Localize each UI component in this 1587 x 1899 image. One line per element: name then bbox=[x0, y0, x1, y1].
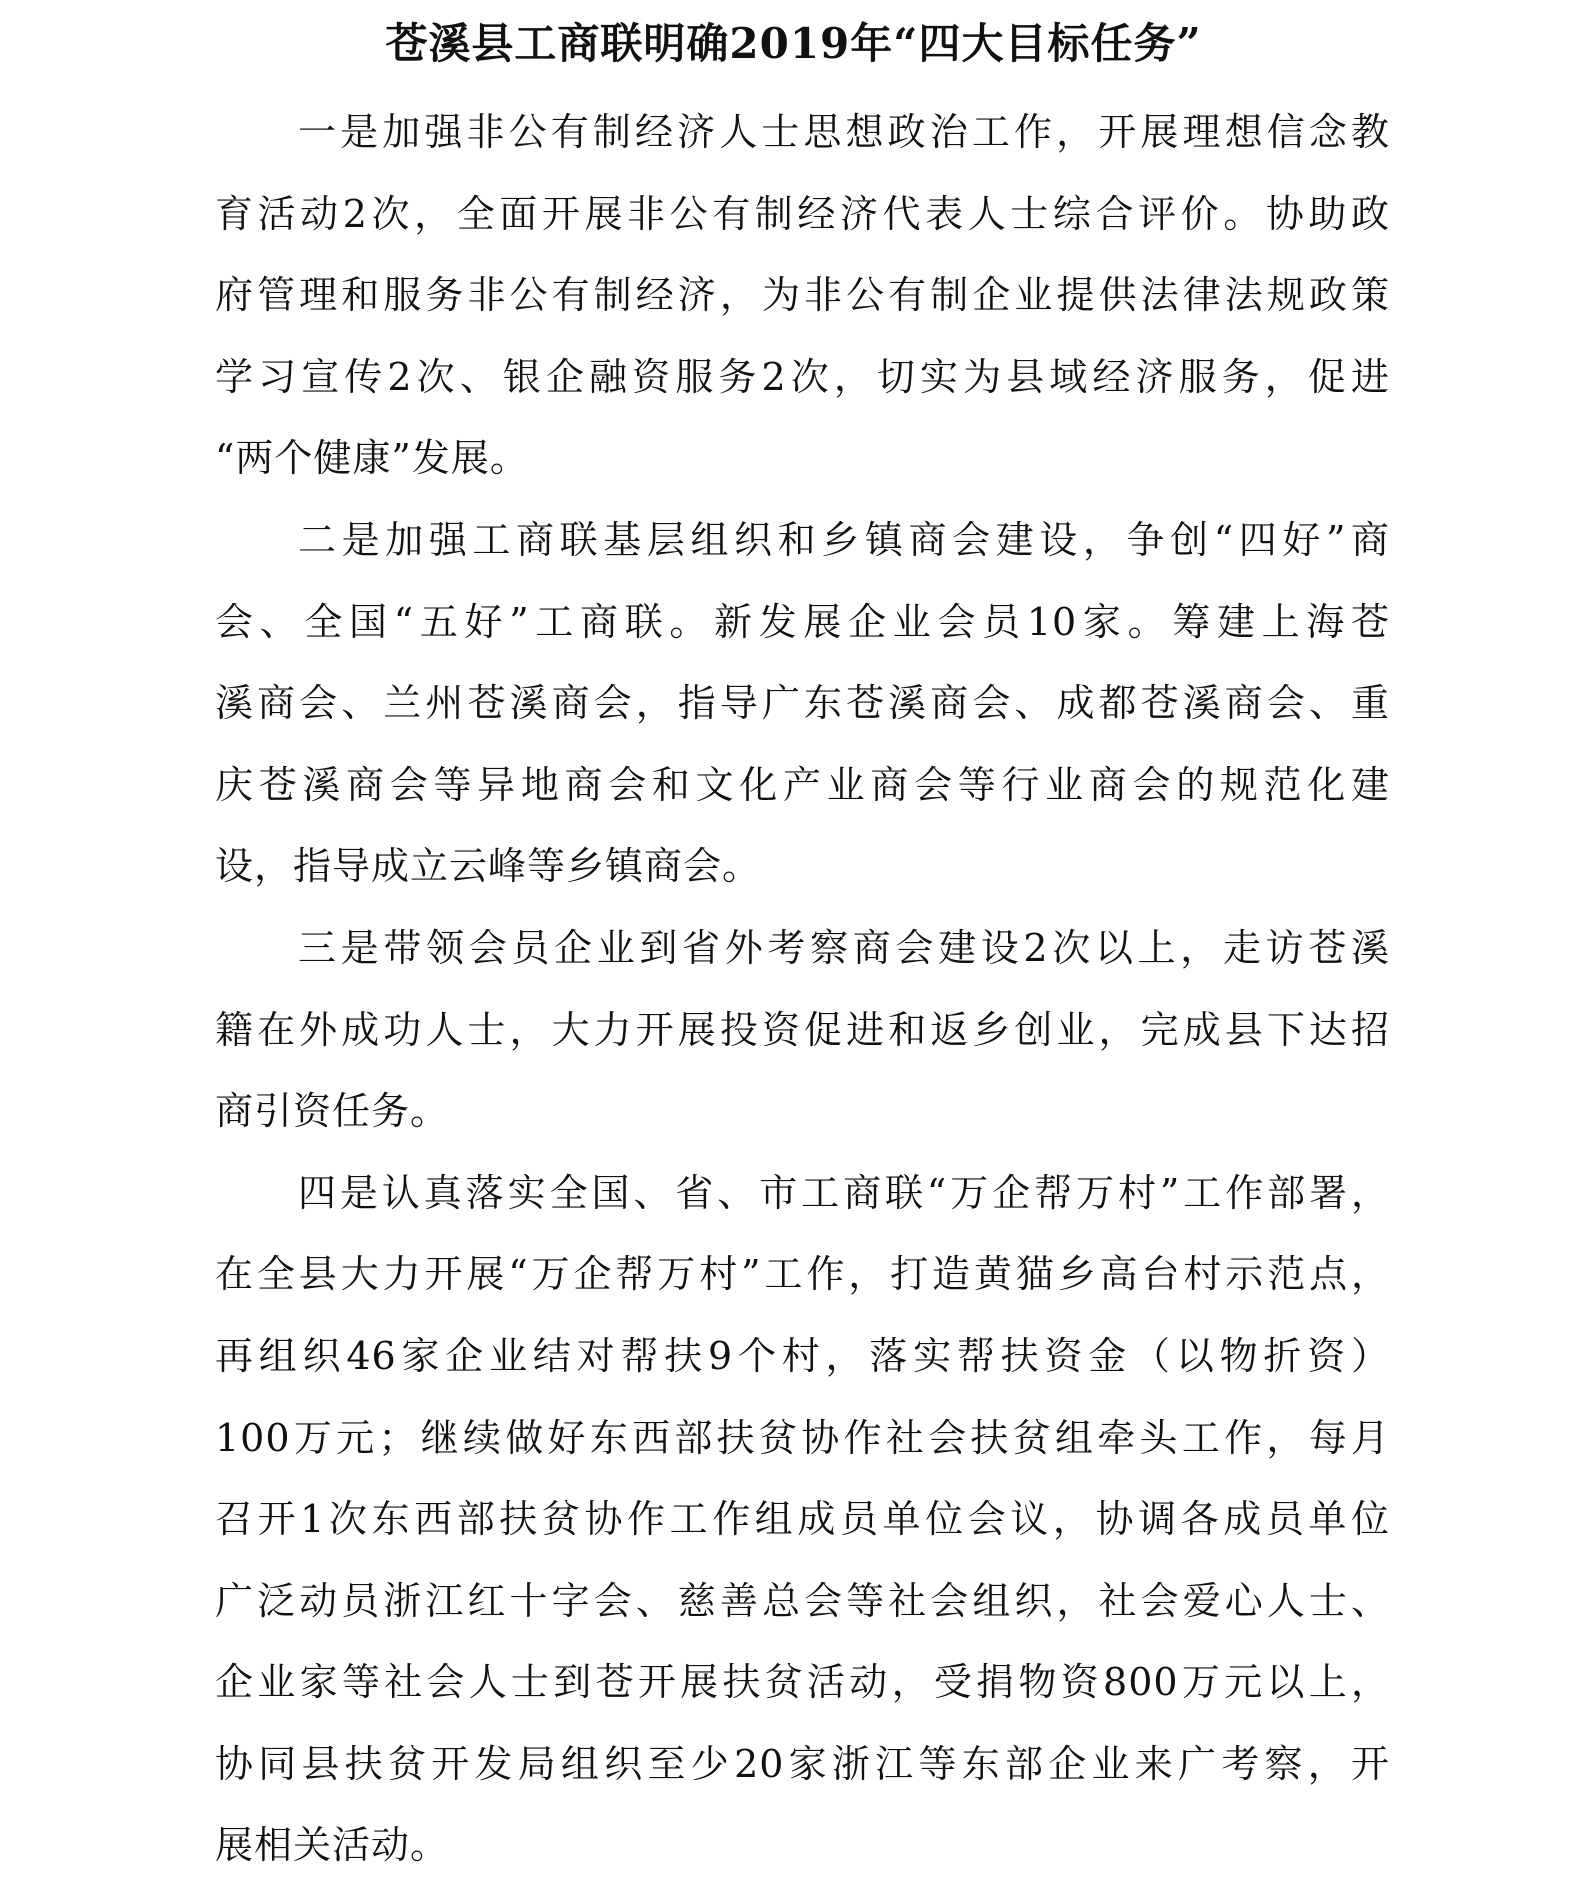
paragraph-4-line-3: 再组织46家企业结对帮扶9个村，落实帮扶资金（以物折资） bbox=[215, 1333, 1390, 1378]
paragraph-3-line-1: 三是带领会员企业到省外考察商会建设2次以上，走访苍溪 bbox=[298, 925, 1390, 970]
paragraph-1-line-1: 一是加强非公有制经济人士思想政治工作，开展理想信念教 bbox=[298, 110, 1390, 154]
paragraph-4-line-5: 召开1次东西部扶贫协作工作组成员单位会议，协调各成员单位 bbox=[215, 1497, 1390, 1542]
paragraph-2-line-5: 设，指导成立云峰等乡镇商会。 bbox=[215, 844, 762, 889]
paragraph-3-line-3: 商引资任务。 bbox=[215, 1089, 450, 1134]
paragraph-4-line-1: 四是认真落实全国、省、市工商联“万企帮万村”工作部署， bbox=[298, 1170, 1390, 1215]
paragraph-4-line-6: 广泛动员浙江红十字会、慈善总会等社会组织，社会爱心人士、 bbox=[215, 1578, 1390, 1623]
paragraph-2-line-1: 二是加强工商联基层组织和乡镇商会建设，争创“四好”商 bbox=[298, 517, 1390, 562]
paragraph-4-line-8: 协同县扶贫开发局组织至少20家浙江等东部企业来广考察，开 bbox=[215, 1741, 1390, 1786]
paragraph-1-line-4: 学习宣传2次、银企融资服务2次，切实为县域经济服务，促进 bbox=[215, 354, 1390, 399]
paragraph-1-line-5: “两个健康”发展。 bbox=[215, 436, 529, 481]
paragraph-4-line-4: 100万元；继续做好东西部扶贫协作社会扶贫组牵头工作，每月 bbox=[215, 1415, 1390, 1460]
paragraph-2-line-2: 会、全国“五好”工商联。新发展企业会员10家。筹建上海苍 bbox=[215, 599, 1390, 644]
paragraph-2-line-4: 庆苍溪商会等异地商会和文化产业商会等行业商会的规范化建 bbox=[215, 762, 1390, 807]
paragraph-4-line-9: 展相关活动。 bbox=[215, 1823, 450, 1868]
document-body bbox=[215, 92, 1390, 1887]
paragraph-3-line-2: 籍在外成功人士，大力开展投资促进和返乡创业，完成县下达招 bbox=[215, 1007, 1390, 1052]
paragraph-1-line-2: 育活动2次，全面开展非公有制经济代表人士综合评价。协助政 bbox=[215, 191, 1390, 236]
paragraph-1-line-3: 府管理和服务非公有制经济，为非公有制企业提供法律法规政策 bbox=[215, 273, 1390, 318]
document-title: 苍溪县工商联明确2019年“四大目标任务” bbox=[385, 19, 1202, 68]
paragraph-4-line-7: 企业家等社会人士到苍开展扶贫活动，受捐物资800万元以上， bbox=[215, 1660, 1390, 1705]
paragraph-4-line-2: 在全县大力开展“万企帮万村”工作，打造黄猫乡高台村示范点， bbox=[215, 1252, 1390, 1297]
paragraph-2-line-3: 溪商会、兰州苍溪商会，指导广东苍溪商会、成都苍溪商会、重 bbox=[215, 681, 1390, 726]
